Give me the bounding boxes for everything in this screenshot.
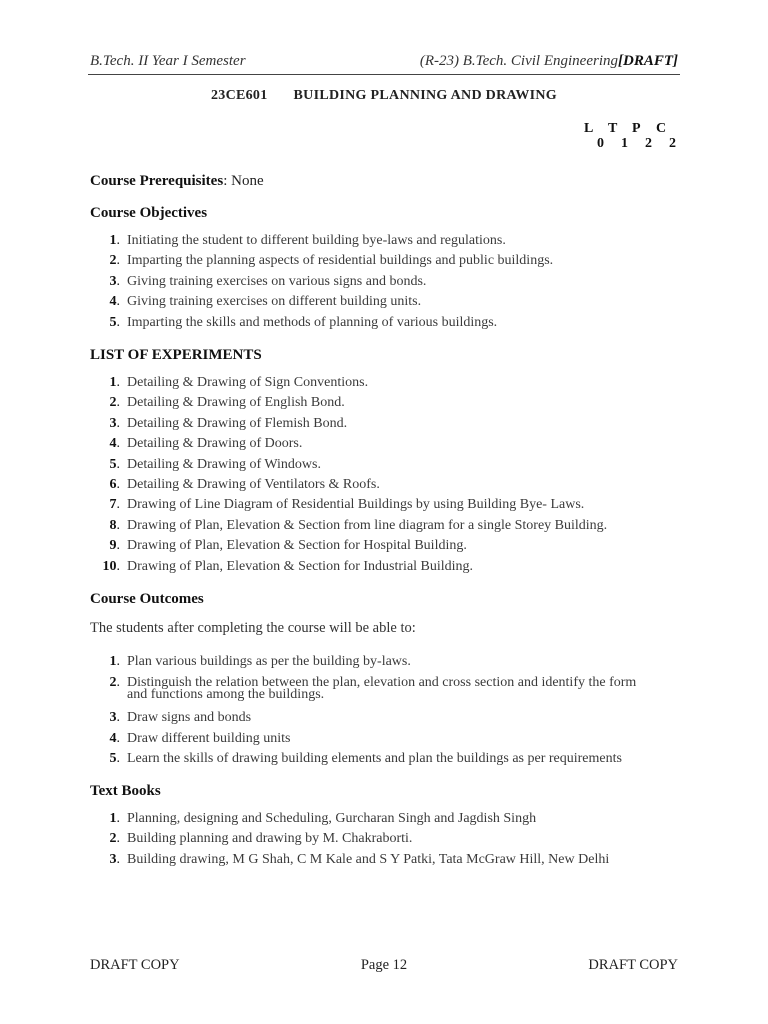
item-text: Plan various buildings as per the building by-laws. bbox=[127, 654, 411, 669]
item-number: 2 . bbox=[90, 829, 120, 849]
list-item bbox=[90, 557, 607, 577]
course-title bbox=[0, 88, 768, 104]
ltpc-label-p: P bbox=[632, 121, 641, 136]
item-text: Giving training exercises on different building units. bbox=[127, 294, 422, 310]
outcomes-heading: Course Outcomes bbox=[90, 591, 204, 607]
objectives-list bbox=[90, 231, 553, 333]
objectives-heading: Course Objectives bbox=[90, 205, 208, 221]
course-prerequisites bbox=[90, 173, 264, 190]
item-text: Detailing & Drawing of Windows. bbox=[127, 456, 321, 472]
item-text-continued: and functions among the buildings. bbox=[127, 687, 325, 703]
item-text: Building drawing, M G Shah, C M Kale and S Y Patki, Tata McGraw Hill, New Delhi bbox=[127, 851, 610, 867]
item-text: Distinguish the relation between the plan, elevation and cross section and identify the form bbox=[127, 675, 637, 691]
experiments-list bbox=[90, 373, 607, 577]
item-number: 3 . bbox=[90, 850, 120, 870]
page-number: Page 12 bbox=[360, 957, 408, 973]
item-number: 1 . bbox=[90, 373, 120, 393]
list-item bbox=[90, 272, 553, 292]
list-item bbox=[90, 495, 607, 515]
item-text: Detailing & Drawing of Doors. bbox=[127, 436, 303, 452]
item-text: Giving training exercises on various signs and bonds. bbox=[127, 273, 427, 289]
list-item bbox=[90, 231, 553, 251]
item-number: 4 . bbox=[90, 729, 120, 749]
course-code: 23CE601 bbox=[210, 88, 268, 103]
list-item bbox=[90, 516, 607, 536]
experiments-heading: LIST OF EXPERIMENTS bbox=[90, 347, 262, 363]
prerequisites-value: : None bbox=[223, 173, 264, 189]
item-text: Draw signs and bonds bbox=[127, 710, 252, 726]
item-number: 3 . bbox=[90, 272, 120, 292]
item-text: Learn the skills of drawing building elements and plan the buildings as per requirements bbox=[127, 751, 622, 767]
list-item bbox=[90, 455, 607, 475]
item-text: Imparting the skills and methods of planning of various buildings. bbox=[127, 314, 498, 330]
header-program-text: (R-23) B.Tech. Civil Engineering bbox=[419, 53, 618, 69]
item-number: 9 . bbox=[90, 536, 120, 556]
item-number: 2 . bbox=[90, 676, 120, 690]
list-item bbox=[90, 292, 553, 312]
header-draft-tag: [DRAFT] bbox=[618, 53, 678, 69]
item-number: 6 . bbox=[90, 475, 120, 495]
item-text: Drawing of Line Diagram of Residential Buildings by using Building Bye- Laws. bbox=[127, 497, 585, 513]
list-item bbox=[90, 749, 636, 769]
list-item bbox=[90, 313, 553, 333]
item-text: Draw different building units bbox=[127, 730, 291, 746]
outcomes-intro: The students after completing the course will be able to: bbox=[90, 620, 416, 636]
item-number: 3 . bbox=[90, 708, 120, 728]
ltpc-label-t: T bbox=[608, 121, 618, 136]
item-number: 5 . bbox=[90, 313, 120, 333]
list-item bbox=[90, 672, 636, 708]
item-number: 3 . bbox=[90, 414, 120, 434]
item-number: 2 . bbox=[90, 393, 120, 413]
item-number: 1 . bbox=[90, 809, 120, 829]
list-item bbox=[90, 829, 609, 849]
ltpc-value-t: 1 bbox=[621, 136, 628, 151]
list-item bbox=[90, 729, 636, 749]
ltpc-labels bbox=[584, 121, 680, 137]
ltpc-value-c: 2 bbox=[669, 136, 676, 151]
item-number: 7 . bbox=[90, 495, 120, 515]
ltpc-value-p: 2 bbox=[645, 136, 652, 151]
ltpc-value-l: 0 bbox=[597, 136, 604, 151]
list-item bbox=[90, 251, 553, 271]
item-number: 4 . bbox=[90, 434, 120, 454]
item-number: 1 . bbox=[90, 231, 120, 251]
item-text: Planning, designing and Scheduling, Gurcharan Singh and Jagdish Singh bbox=[127, 811, 537, 826]
item-text: Drawing of Plan, Elevation & Section for Industrial Building. bbox=[127, 558, 474, 574]
item-number: 5 . bbox=[90, 749, 120, 769]
list-item bbox=[90, 393, 607, 413]
list-item bbox=[90, 809, 609, 829]
item-number: 2 . bbox=[90, 251, 120, 271]
outcomes-list bbox=[90, 652, 636, 770]
item-text: Imparting the planning aspects of residential buildings and public buildings. bbox=[127, 253, 554, 269]
list-item bbox=[90, 373, 607, 393]
ltpc-label-c: C bbox=[656, 121, 667, 136]
item-number: 10 . bbox=[90, 557, 120, 577]
list-item bbox=[90, 536, 607, 556]
item-text: Detailing & Drawing of Ventilators & Roofs. bbox=[127, 476, 380, 492]
list-item bbox=[90, 652, 636, 672]
footer-right: DRAFT COPY bbox=[588, 957, 678, 973]
course-name: BUILDING PLANNING AND DRAWING bbox=[293, 88, 557, 103]
list-item bbox=[90, 414, 607, 434]
item-text: Drawing of Plan, Elevation & Section for Hospital Building. bbox=[127, 538, 467, 554]
item-text: Building planning and drawing by M. Chakraborti. bbox=[127, 831, 413, 847]
item-number: 5 . bbox=[90, 455, 120, 475]
item-text: Detailing & Drawing of Flemish Bond. bbox=[127, 415, 348, 431]
header-rule bbox=[88, 74, 680, 75]
header-semester: B.Tech. II Year I Semester bbox=[90, 53, 246, 69]
textbooks-list bbox=[90, 809, 609, 870]
list-item bbox=[90, 434, 607, 454]
item-number: 1 . bbox=[90, 652, 120, 672]
item-text: Detailing & Drawing of Sign Conventions. bbox=[127, 375, 369, 390]
ltpc-values bbox=[597, 136, 693, 152]
ltpc-label-l: L bbox=[584, 121, 594, 136]
list-item bbox=[90, 475, 607, 495]
item-number: 8 . bbox=[90, 516, 120, 536]
item-text: Drawing of Plan, Elevation & Section from line diagram for a single Storey Building. bbox=[127, 517, 608, 533]
list-item bbox=[90, 850, 609, 870]
item-number: 4 . bbox=[90, 292, 120, 312]
item-text: Initiating the student to different building bye-laws and regulations. bbox=[127, 233, 506, 248]
list-item bbox=[90, 708, 636, 728]
textbooks-heading: Text Books bbox=[90, 783, 161, 799]
header-program bbox=[420, 53, 678, 70]
item-text: Detailing & Drawing of English Bond. bbox=[127, 395, 345, 411]
prerequisites-label: Course Prerequisites bbox=[90, 173, 224, 189]
footer-left: DRAFT COPY bbox=[90, 957, 180, 973]
